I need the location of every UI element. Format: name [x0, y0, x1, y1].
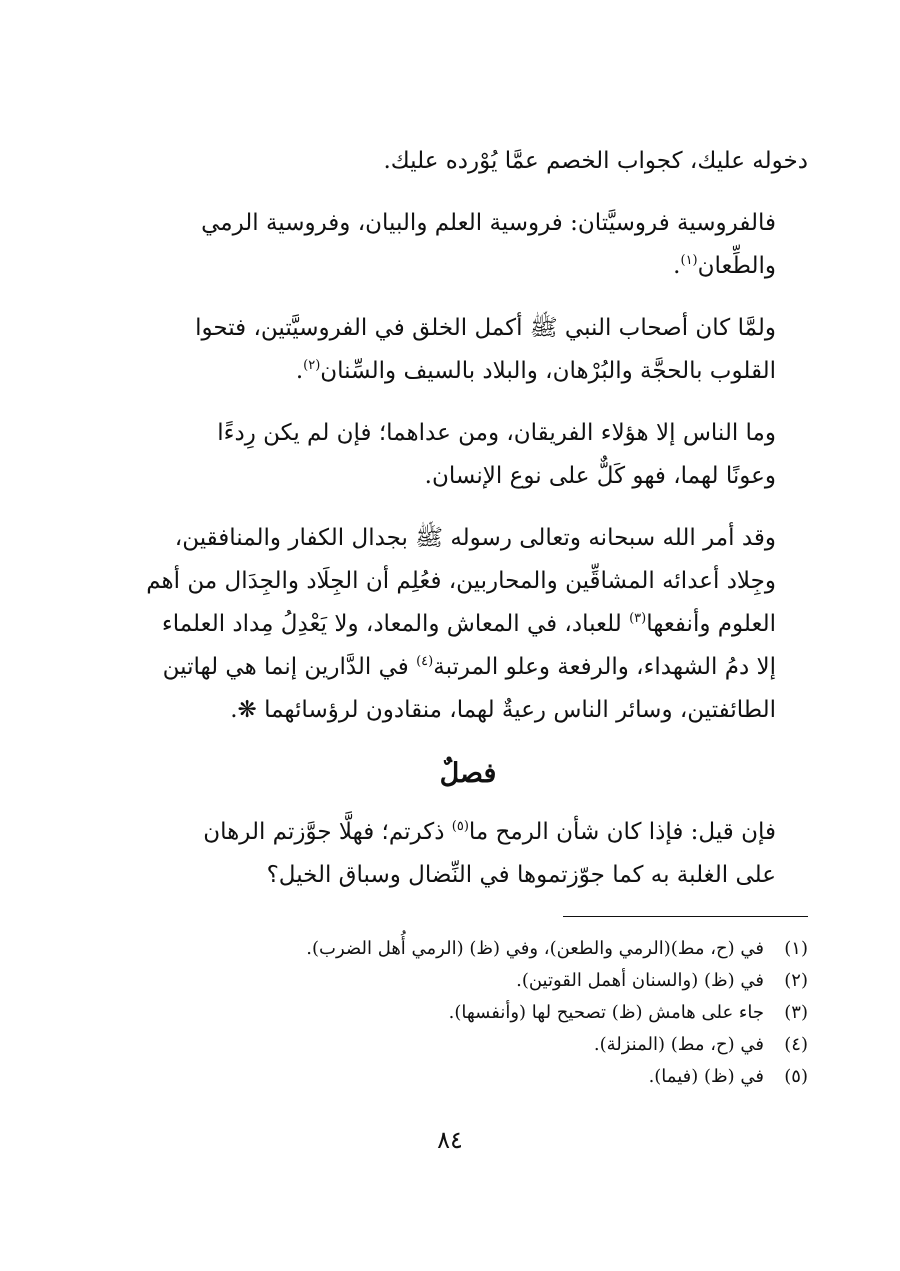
footnote-number: (٢) [784, 970, 808, 991]
paragraph-5 [128, 517, 808, 732]
text-fragment: فإن قيل: فإذا كان شأن الرمح ما [468, 819, 776, 845]
footnote-number: (١) [784, 938, 808, 959]
footnote-ref-5[interactable]: (٥) [451, 819, 469, 834]
paragraph-6 [128, 811, 808, 897]
text-line [128, 245, 808, 288]
text-line: على الغلبة به كما جوّزتموها في النِّضال وسباق الخيل؟ [266, 862, 776, 888]
paragraph-3 [128, 307, 808, 393]
footnote-text: جاء على هامش (ظ) تصحيح لها (وأنفسها). [448, 1002, 764, 1023]
paragraph-1 [128, 140, 808, 183]
footnote-text: في (ح، مط) (المنزلة). [593, 1034, 764, 1055]
footnote-text: في (ظ) (والسنان أهمل القوتين). [516, 970, 764, 991]
footnote-item [128, 997, 808, 1029]
paragraph-2 [128, 202, 808, 288]
text-fragment: . [295, 358, 304, 384]
footnote-number: (٣) [784, 1002, 808, 1023]
footnote-item [128, 1029, 808, 1061]
footnotes-list [128, 933, 808, 1093]
text-fragment: في الدَّارين إنما هي لهاتين [162, 654, 417, 680]
footnote-ref-4[interactable]: (٤) [416, 654, 434, 669]
text-line [128, 646, 808, 689]
text-fragment: العلوم وأنفعها [646, 611, 776, 637]
text-fragment: ذكرتم؛ فهلَّا جوَّزتم الرهان [203, 819, 452, 845]
text-fragment: إلا دمُ الشهداء، والرفعة وعلو المرتبة [433, 654, 776, 680]
footnote-item [128, 1061, 808, 1093]
footnote-ref-1[interactable]: (١) [680, 253, 698, 268]
text-fragment: القلوب بالحجَّة والبُرْهان، والبلاد بالسيف والسِّنان [320, 358, 776, 384]
text-line: فالفروسية فروسيَّتان: فروسية العلم والبيان، وفروسية الرمي [201, 210, 776, 236]
paragraph-4 [128, 412, 808, 498]
text-fragment: والطِّعان [697, 253, 776, 279]
footnote-item [128, 933, 808, 965]
footnote-number: (٥) [784, 1066, 808, 1087]
text-fragment: . [673, 253, 681, 279]
text-line: وجِلاد أعدائه المشاقِّين والمحاربين، فعُلِم أن الجِلَاد والجِدَال من أهم [146, 568, 776, 594]
footnote-item [128, 965, 808, 997]
footnote-ref-2[interactable]: (٢) [303, 358, 321, 373]
text-line: الطائفتين، وسائر الناس رعيةٌ لهما، منقادون لرؤسائهما ❋. [230, 697, 776, 723]
text-line [128, 603, 808, 646]
text-line: ولمَّا كان أصحاب النبي ﷺ أكمل الخلق في الفروسيَّتين، فتحوا [195, 315, 776, 341]
text-line [128, 811, 808, 854]
text-line: وعونًا لهما، فهو كَلٌّ على نوع الإنسان. [424, 463, 776, 489]
footnote-separator [563, 916, 808, 917]
text-line: وما الناس إلا هؤلاء الفريقان، ومن عداهما؛ فإن لم يكن رِدءًا [217, 420, 776, 446]
page-number: ٨٤ [437, 1126, 463, 1154]
footnote-text: في (ح، مط)(الرمي والطعن)، وفي (ظ) (الرمي أُهل الضرب). [306, 938, 764, 959]
section-heading: فصلٌ [439, 758, 497, 789]
text-line: دخوله عليك، كجواب الخصم عمَّا يُوْرده عليك. [383, 148, 808, 174]
text-line [128, 350, 808, 393]
footnote-text: في (ظ) (فيما). [648, 1066, 764, 1087]
footnote-ref-3[interactable]: (٣) [629, 611, 647, 626]
text-line: وقد أمر الله سبحانه وتعالى رسوله ﷺ بجدال الكفار والمنافقين، [174, 525, 776, 551]
footnote-number: (٤) [784, 1034, 808, 1055]
page-body [128, 140, 808, 1093]
text-fragment: للعباد، في المعاش والمعاد، ولا يَعْدِلُ مِداد العلماء [161, 611, 630, 637]
